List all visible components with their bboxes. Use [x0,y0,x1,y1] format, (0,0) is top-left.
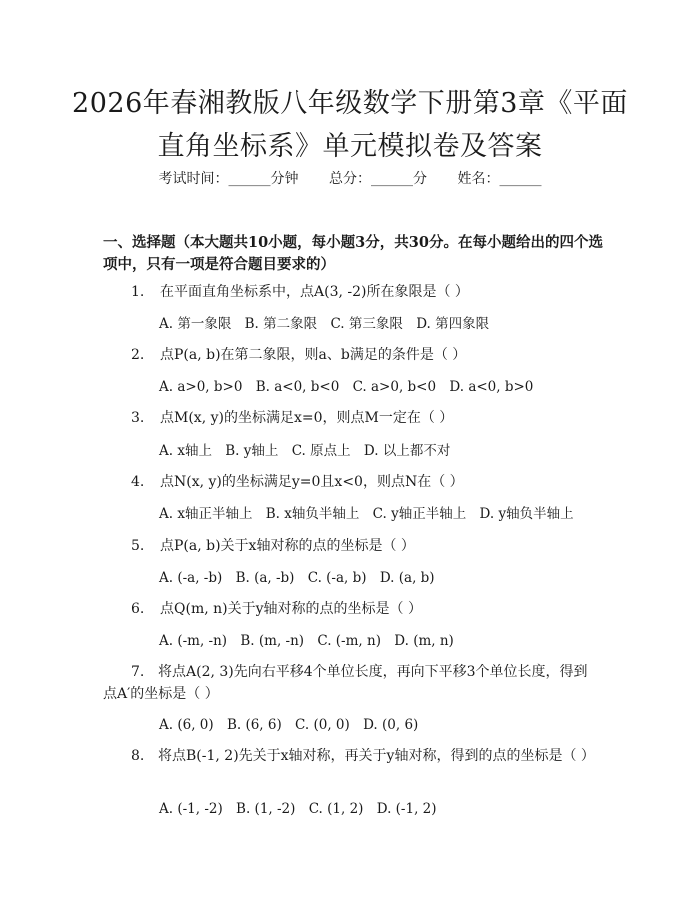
option-d: D. y轴负半轴上 [479,506,574,522]
question-2-options [159,377,542,397]
question-number: 5. [131,538,145,554]
option-c: C. 第三象限 [330,316,403,332]
question-3 [131,407,453,429]
option-c: C. (-a, b) [307,570,367,586]
option-d: D. (0, 6) [363,717,419,733]
question-8 [103,745,600,767]
option-b: B. (1, -2) [236,801,296,817]
option-c: C. (1, 2) [308,801,364,817]
question-4 [131,471,464,493]
option-c: C. 原点上 [291,443,351,459]
question-number: 4. [131,474,145,490]
question-number: 3. [131,410,145,426]
question-number: 7. [131,664,145,680]
question-text: 点N(x, y)的坐标满足y=0且x<0，则点N在（ ） [160,474,464,490]
option-c: C. a>0, b<0 [352,379,437,395]
exam-info-line [0,169,700,189]
question-5-options [159,568,444,588]
question-6-options [159,631,463,651]
option-d: D. 以上都不对 [363,443,451,459]
question-1-options [159,314,498,334]
option-a: A. x轴上 [159,443,212,459]
question-6 [131,598,422,620]
option-b: B. 第二象限 [244,316,318,332]
option-c: C. y轴正半轴上 [372,506,467,522]
document-title: 2026年春湘教版八年级数学下册第3章《平面直角坐标系》单元模拟卷及答案 [72,88,628,162]
question-text: 将点A(2, 3)先向右平移4个单位长度，再向下平移3个单位长度，得到点A′的坐标是（ ） [103,664,588,702]
question-number: 8. [131,748,145,764]
option-b: B. a<0, b<0 [255,379,340,395]
option-d: D. (m, n) [394,633,454,649]
option-d: D. 第四象限 [416,316,490,332]
option-a: A. (-a, -b) [159,570,223,586]
question-2 [131,344,466,366]
question-7 [103,661,600,705]
option-a: A. (-1, -2) [159,801,223,817]
question-number: 6. [131,601,145,617]
option-c: C. (-m, n) [317,633,381,649]
question-text: 点M(x, y)的坐标满足x=0，则点M一定在（ ） [160,410,454,426]
question-text: 点Q(m, n)关于y轴对称的点的坐标是（ ） [160,601,422,617]
option-b: B. (a, -b) [235,570,295,586]
option-d: D. (a, b) [379,570,435,586]
option-b: B. x轴负半轴上 [265,506,360,522]
question-7-options [159,715,427,735]
question-text: 在平面直角坐标系中，点A(3, -2)所在象限是（ ） [160,284,469,300]
option-a: A. (-m, -n) [159,633,228,649]
question-number: 2. [131,347,145,363]
total-score-field: 总分：______分 [329,171,427,187]
option-a: A. a>0, b>0 [159,379,243,395]
option-c: C. (0, 0) [295,717,350,733]
question-text: 点P(a, b)在第二象限，则a、b满足的条件是（ ） [160,347,467,363]
option-b: B. (m, -n) [240,633,305,649]
question-5 [131,535,415,557]
option-b: B. y轴上 [225,443,279,459]
option-b: B. (6, 6) [226,717,282,733]
question-number: 1. [131,284,145,300]
option-d: D. (-1, 2) [376,801,437,817]
question-3-options [159,441,459,461]
question-8-options [159,799,446,819]
option-a: A. (6, 0) [159,717,214,733]
student-name-field: 姓名：______ [457,171,542,187]
option-a: A. 第一象限 [159,316,232,332]
option-d: D. a<0, b>0 [449,379,534,395]
option-a: A. x轴正半轴上 [159,506,253,522]
question-text: 将点B(-1, 2)先关于x轴对称，再关于y轴对称，得到的点的坐标是（ ） [158,748,595,764]
question-text: 点P(a, b)关于x轴对称的点的坐标是（ ） [160,538,415,554]
question-1 [131,281,469,303]
exam-time-field: 考试时间：______分钟 [158,171,299,187]
question-4-options [159,504,583,524]
section-heading-choice: 一、选择题（本大题共10小题，每小题3分，共30分。在每小题给出的四个选项中，只有一项是符合题目要求的） [103,234,603,273]
